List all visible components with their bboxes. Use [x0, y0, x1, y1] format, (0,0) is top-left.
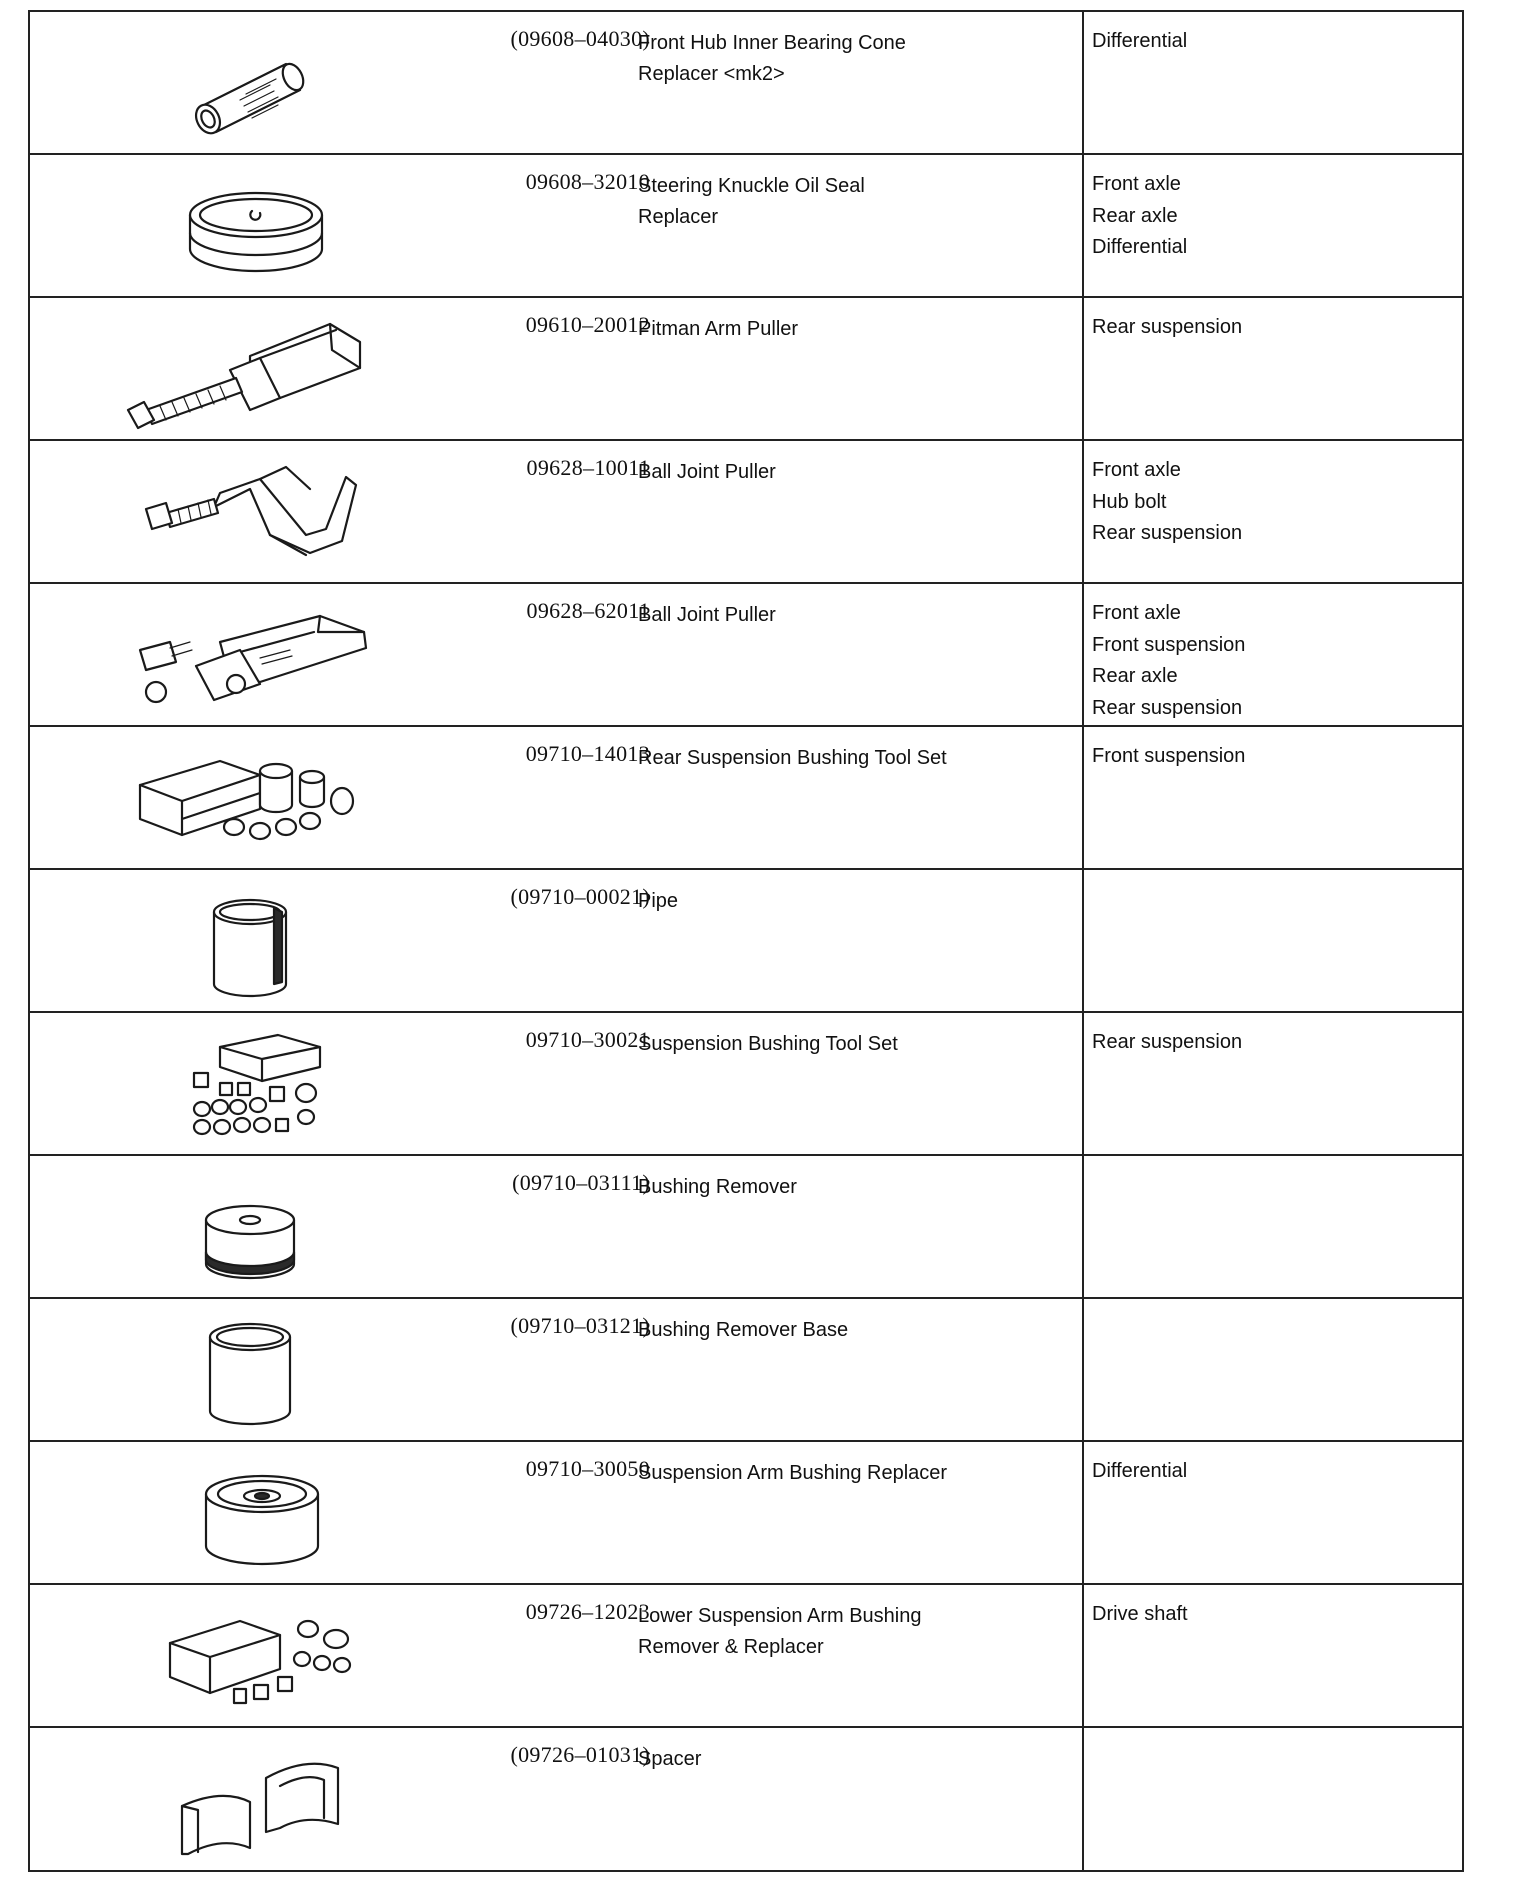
tool-name: Ball Joint Puller [638, 604, 776, 626]
part-number: (09726–01031) [510, 1742, 650, 1767]
sleeve-icon [110, 20, 410, 148]
table-row [30, 1585, 1462, 1728]
part-number: (09710–03121) [510, 1313, 650, 1338]
usage-item: Rear suspension [1092, 522, 1243, 544]
part-number: 09710–30021 [525, 1027, 650, 1052]
tool-name: Pipe [638, 890, 679, 912]
table-row [30, 1299, 1462, 1442]
part-number: (09710–03111) [512, 1170, 650, 1195]
usage-list [1092, 169, 1452, 264]
usage-item: Differential [1092, 1460, 1188, 1482]
usage-list [1092, 1599, 1452, 1631]
tool-name: Suspension Bushing Tool Set [638, 1033, 898, 1055]
ball-joint-puller-icon [110, 449, 410, 577]
table-row [30, 870, 1462, 1013]
usage-item: Drive shaft [1092, 1603, 1188, 1625]
special-service-tools-table [28, 10, 1464, 1872]
usage-item: Rear suspension [1092, 696, 1243, 719]
tool-name: Pitman Arm Puller [638, 318, 799, 340]
tool-name: Front Hub Inner Bearing Cone Replacer <mk2> [638, 32, 906, 85]
tool-name: Bushing Remover [638, 1176, 797, 1198]
part-number: 09628–10011 [526, 455, 650, 480]
tool-name: Steering Knuckle Oil Seal Replacer [638, 175, 865, 228]
pitman-puller-icon [110, 306, 410, 434]
tool-name: Lower Suspension Arm Bushing Remover & Replacer [638, 1605, 922, 1658]
part-number: 09610–20012 [525, 312, 650, 337]
bushing-remover-icon [110, 1164, 410, 1292]
usage-list [1092, 741, 1452, 773]
table-row [30, 441, 1462, 584]
usage-list [1092, 1456, 1452, 1488]
usage-item: Front axle [1092, 459, 1181, 481]
usage-list [1092, 1027, 1452, 1059]
table-row [30, 1728, 1462, 1871]
table-row [30, 12, 1462, 155]
pipe-icon [110, 878, 410, 1006]
usage-item: Differential [1092, 236, 1188, 258]
usage-item: Front axle [1092, 602, 1181, 624]
usage-item: Rear axle [1092, 665, 1178, 687]
table-row [30, 155, 1462, 298]
usage-item: Front axle [1092, 173, 1181, 195]
usage-list [1092, 312, 1452, 344]
part-number: (09608–04030) [510, 26, 650, 51]
usage-list [1092, 26, 1452, 58]
table-row [30, 727, 1462, 870]
usage-item: Rear suspension [1092, 316, 1243, 338]
cup-replacer-icon [110, 163, 410, 291]
usage-item: Rear suspension [1092, 1031, 1243, 1053]
remover-replacer-set-icon [110, 1593, 410, 1721]
tool-name: Ball Joint Puller [638, 461, 776, 483]
tool-name: Rear Suspension Bushing Tool Set [638, 747, 947, 769]
part-number: (09710–00021) [510, 884, 650, 909]
tool-name: Suspension Arm Bushing Replacer [638, 1462, 948, 1484]
tool-set-icon [110, 735, 410, 863]
table-row [30, 1156, 1462, 1299]
usage-item: Differential [1092, 30, 1188, 52]
bushing-tool-set-icon [110, 1021, 410, 1149]
part-number: 09608–32010 [525, 169, 650, 194]
usage-list [1092, 455, 1452, 550]
spacer-icon [110, 1736, 410, 1864]
part-number: 09710–30050 [525, 1456, 650, 1481]
part-number: 09710–14013 [525, 741, 650, 766]
usage-item: Front suspension [1092, 633, 1246, 656]
remover-base-icon [110, 1307, 410, 1435]
table-row [30, 298, 1462, 441]
usage-list [1092, 598, 1452, 724]
part-number: 09726–12023 [525, 1599, 650, 1624]
arm-bushing-replacer-icon [110, 1450, 410, 1578]
usage-item: Hub bolt [1092, 490, 1167, 513]
tool-name: Bushing Remover Base [638, 1319, 849, 1341]
usage-item: Rear axle [1092, 204, 1178, 227]
table-row [30, 1442, 1462, 1585]
table-row [30, 1013, 1462, 1156]
ball-joint-puller-long-icon [110, 592, 410, 720]
usage-item: Front suspension [1092, 745, 1246, 767]
table-row [30, 584, 1462, 727]
tool-name: Spacer [638, 1748, 702, 1770]
part-number: 09628–62011 [526, 598, 650, 623]
